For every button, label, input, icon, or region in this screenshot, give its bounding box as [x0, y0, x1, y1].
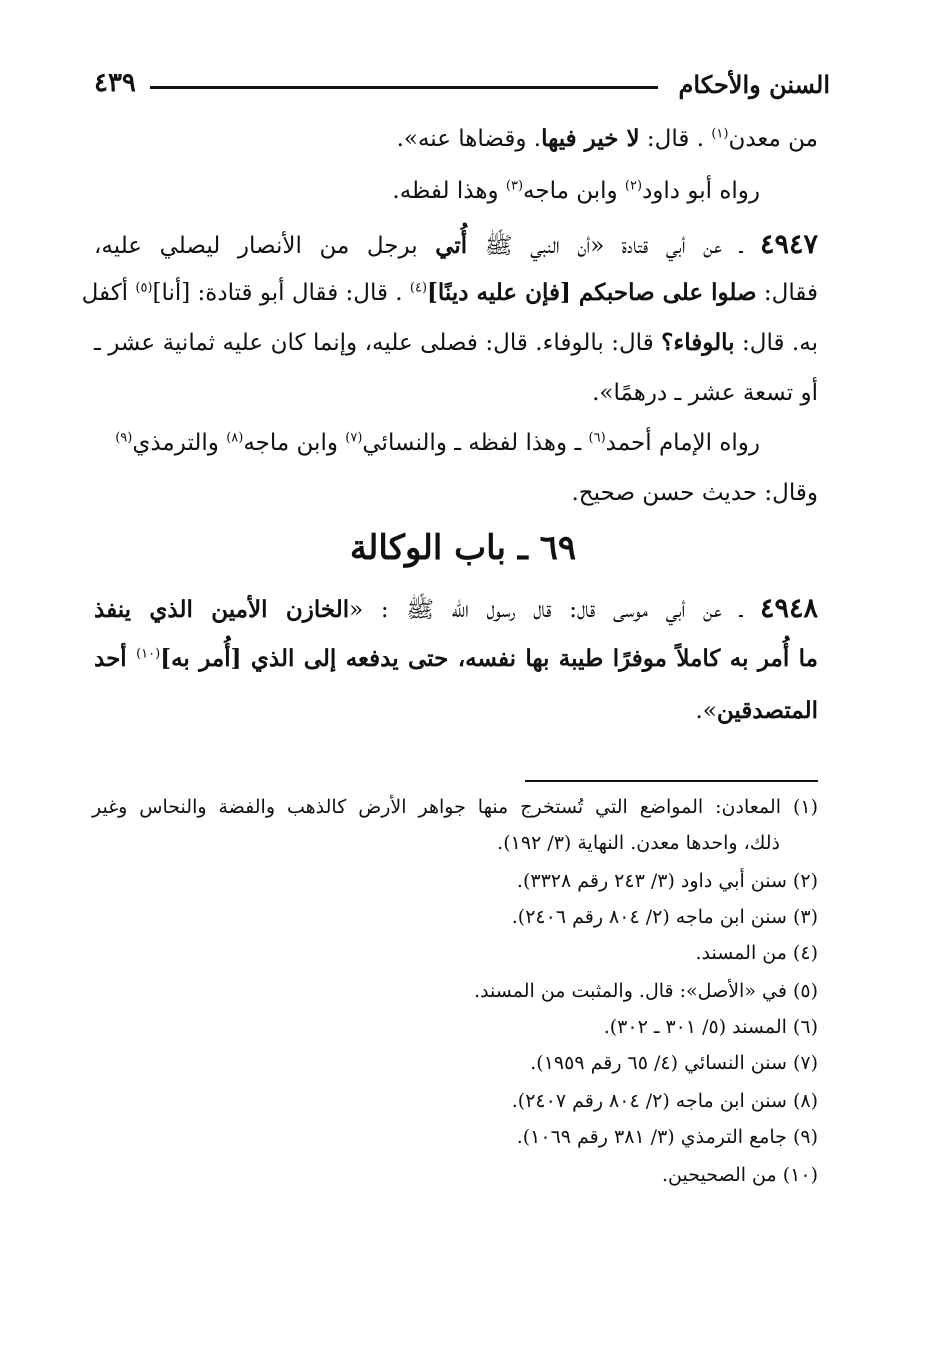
- footnote-ref: (٧): [345, 430, 363, 446]
- footnote-4: (٤) من المسند.: [695, 942, 818, 964]
- footnote-7: (٧) سنن النسائي (٤/ ٦٥ رقم ١٩٥٩).: [530, 1052, 818, 1074]
- footnote-ref: (٢): [624, 178, 643, 194]
- footnote-10: (١٠) من الصحيحين.: [661, 1164, 818, 1186]
- hadith-4947-grading: وقال: حديث حسن صحيح.: [571, 480, 818, 506]
- header-rule: [150, 86, 658, 89]
- chapter-heading: ٦٩ ـ باب الوكالة: [349, 528, 577, 568]
- hadith-4948-line-3: المتصدقين».: [695, 697, 818, 724]
- running-header: [94, 66, 830, 106]
- footnote-ref: (٩): [115, 430, 133, 446]
- hadith-4948-line-1: ٤٩٤٨ ـ عن أبي موسى قال: قال رسول الله ﷺ : «الخازن الأمين الذي ينفذ: [94, 593, 818, 624]
- footnote-ref: (١٠): [136, 646, 161, 662]
- text-line-2: رواه أبو داود$^{(٢)}$ وابن ماجه$^{(٣)}$ وهذا لفظه.: [392, 178, 760, 204]
- footnote-5: (٥) في «الأصل»: قال. والمثبت من المسند.: [474, 980, 818, 1002]
- hadith-4947-line-4: أو تسعة عشر ـ درهمًا».: [592, 380, 818, 406]
- footnote-8: (٨) سنن ابن ماجه (٢/ ٨٠٤ رقم ٢٤٠٧).: [511, 1090, 818, 1112]
- hadith-4947-line-1: ٤٩٤٧ ـ عن أبي قتادة «أن النبي ﷺ أُتي برجل من الأنصار ليصلي عليه،: [94, 229, 818, 260]
- footnote-6: (٦) المسند (٥/ ٣٠١ ـ ٣٠٢).: [603, 1016, 818, 1038]
- footnote-ref: (٦): [588, 430, 606, 446]
- footnote-ref: (١): [711, 126, 729, 142]
- page-number: ٤٣٩: [94, 68, 136, 98]
- hadith-4948-line-2: ما أُمر به كاملاً موفرًا طيبة بها نفسه، حتى يدفعه إلى الذي [أُمر به]$^{(١٠)}$ أحد: [94, 645, 818, 672]
- text-line-1: من معدن$^{(١)}$ . قال: لا خير فيها. وقضاها عنه».: [396, 125, 818, 152]
- footnote-1-continued: ذلك، واحدها معدن. النهاية (٣/ ١٩٢).: [497, 832, 780, 854]
- hadith-number: ٤٩٤٧: [759, 229, 818, 260]
- hadith-4947-sources: رواه الإمام أحمد$^{(٦)}$ ـ وهذا لفظه ـ والنسائي$^{(٧)}$ وابن ماجه$^{(٨)}$ والترمذي$^{(٩)}$: [115, 430, 760, 456]
- footnote-ref: (٥): [135, 280, 153, 296]
- hadith-number: ٤٩٤٨: [759, 593, 818, 624]
- hadith-4947-line-2: فقال: صلوا على صاحبكم [فإن عليه دينًا]$^{(٤)}$ . قال: فقال أبو قتادة: [أنا]$^{(٥)}$ أكفل: [81, 279, 818, 306]
- running-title: السنن والأحكام: [678, 70, 830, 99]
- hadith-4947-line-3: به. قال: بالوفاء؟ قال: بالوفاء. قال: فصلى عليه، وإنما كان عليه ثمانية عشر ـ: [94, 329, 818, 356]
- footnote-ref: (٨): [226, 430, 244, 446]
- footnote-1: (١) المعادن: المواضع التي تُستخرج منها جواهر الأرض كالذهب والفضة والنحاس وغير: [92, 796, 818, 818]
- footnote-separator: [525, 780, 818, 782]
- footnote-3: (٣) سنن ابن ماجه (٢/ ٨٠٤ رقم ٢٤٠٦).: [511, 906, 818, 928]
- footnote-ref: (٣): [505, 178, 524, 194]
- footnote-2: (٢) سنن أبي داود (٣/ ٢٤٣ رقم ٣٣٢٨).: [516, 870, 818, 892]
- footnote-9: (٩) جامع الترمذي (٣/ ٣٨١ رقم ١٠٦٩).: [516, 1126, 818, 1148]
- footnote-ref: (٤): [409, 280, 428, 296]
